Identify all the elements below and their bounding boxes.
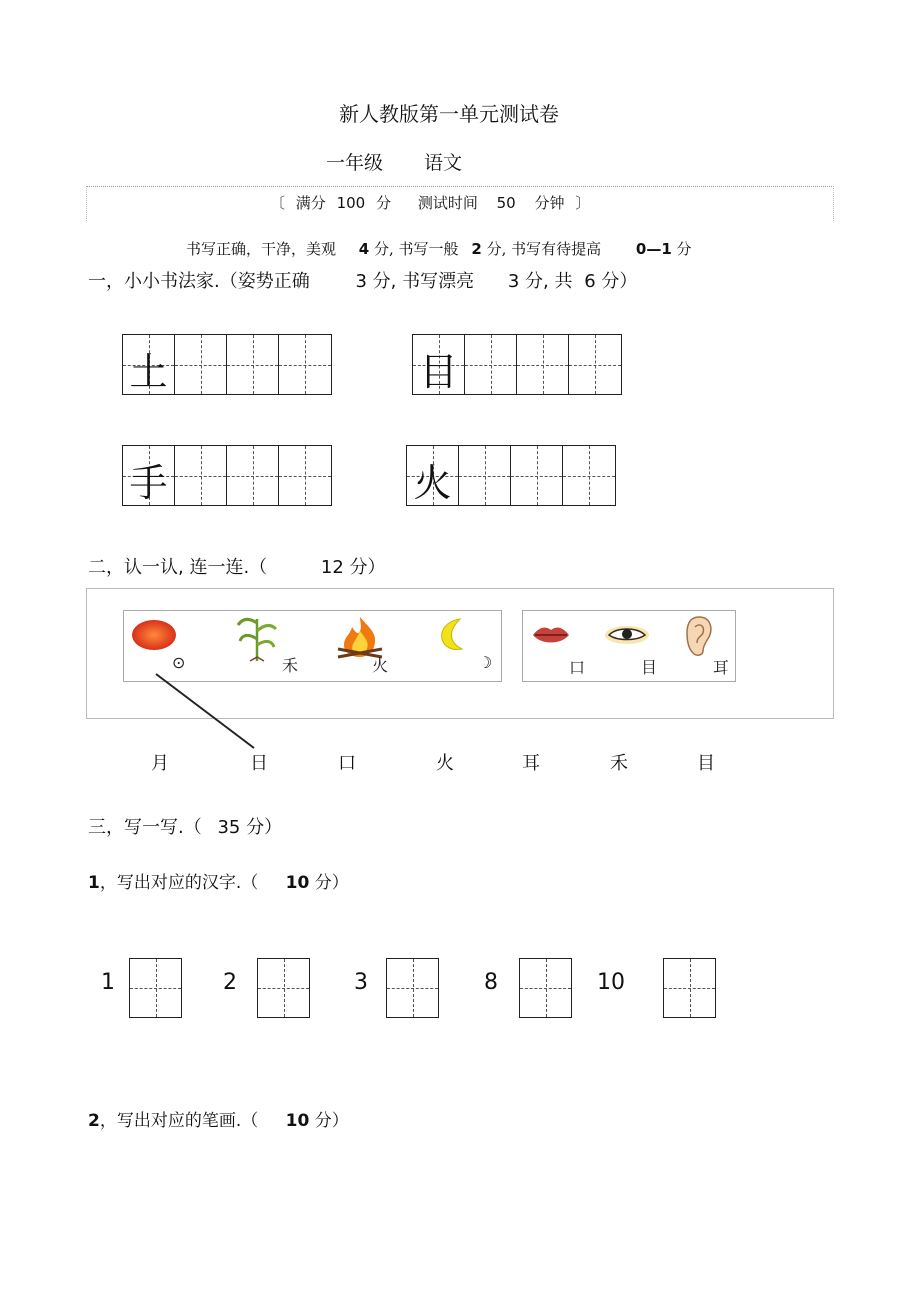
write-box[interactable] [386,958,439,1018]
writing-grid-huo [406,445,616,506]
subject-label: 语文 [424,152,463,174]
grid-cell[interactable] [569,335,621,394]
grid-cell[interactable] [279,446,331,505]
answer-char[interactable]: 火 [436,753,454,774]
number-label: 3 [354,970,368,995]
write-box[interactable] [519,958,572,1018]
answer-char[interactable]: 目 [697,753,715,774]
time-value: 50 [496,194,516,212]
writing-grid-mu [412,334,622,395]
grid-cell: 目 [413,335,465,394]
subsection-2-heading: 2，写出对应的笔画.（ 10 分） [88,1111,349,1131]
grid-cell: 土 [123,335,175,394]
full-score-unit: 分 [376,194,392,212]
grade-label: 一年级 [326,152,384,174]
write-box[interactable] [257,958,310,1018]
sun-icon [130,617,178,653]
grid-cell: 火 [407,446,459,505]
subsection-1-heading: 1，写出对应的汉字.（ 10 分） [88,873,349,893]
time-unit: 分钟 [534,194,565,212]
body-picture-panel [522,610,736,682]
grid-cell[interactable] [459,446,511,505]
example-connection-line [150,668,270,758]
handwriting-criteria: 书写正确，干净，美观 4 分, 书写一般 2 分, 书写有待提高 0—1 分 [186,240,692,258]
grid-cell: 手 [123,446,175,505]
number-label: 1 [101,970,115,995]
number-label: 10 [597,970,625,995]
answer-char[interactable]: 口 [338,753,356,774]
answer-char[interactable]: 日 [250,753,268,774]
answer-char[interactable]: 耳 [522,753,540,774]
answer-char[interactable]: 月 [151,753,169,774]
grid-cell[interactable] [465,335,517,394]
full-score-label: 满分 [295,194,326,212]
full-score-value: 100 [336,194,366,212]
grid-cell[interactable] [227,335,279,394]
writing-grid-tu [122,334,332,395]
score-info [270,192,596,213]
page-title: 新人教版第一单元测试卷 [339,102,559,126]
bracket-open: 〔 [270,194,286,212]
ear-icon [681,615,715,657]
section-1-heading: 一，小小书法家.（姿势正确 3 分, 书写漂亮 3 分, 共 6 分） [88,271,638,292]
grid-cell[interactable] [563,446,615,505]
answer-char[interactable]: 禾 [610,753,628,774]
bracket-close: 〕 [575,194,591,212]
ancient-mouth-glyph: ⼝ [569,658,586,677]
time-label: 测试时间 [417,194,478,212]
grid-cell[interactable] [175,335,227,394]
number-label: 8 [484,970,498,995]
grid-cell[interactable] [175,446,227,505]
eye-icon [603,623,651,647]
ancient-moon-glyph: ☽ [478,653,493,672]
plant-icon [234,613,280,663]
number-label: 2 [223,970,237,995]
grid-cell[interactable] [511,446,563,505]
write-box[interactable] [129,958,182,1018]
grid-cell[interactable] [517,335,569,394]
section-2-heading: 二，认一认, 连一连.（ 12 分） [88,557,386,578]
write-box[interactable] [663,958,716,1018]
ancient-grain-glyph: ⽲ [282,656,299,675]
mouth-icon [531,623,571,647]
ancient-ear-glyph: ⽿ [713,658,730,677]
moon-icon [434,617,474,653]
grid-cell[interactable] [279,335,331,394]
ancient-fire-glyph: ⽕ [372,656,389,675]
ancient-eye-glyph: ⽬ [641,658,658,677]
writing-grid-shou [122,445,332,506]
section-3-heading: 三，写一写.（ 35 分） [88,817,283,838]
ancient-sun-glyph: ⊙ [172,653,186,672]
grid-cell[interactable] [227,446,279,505]
